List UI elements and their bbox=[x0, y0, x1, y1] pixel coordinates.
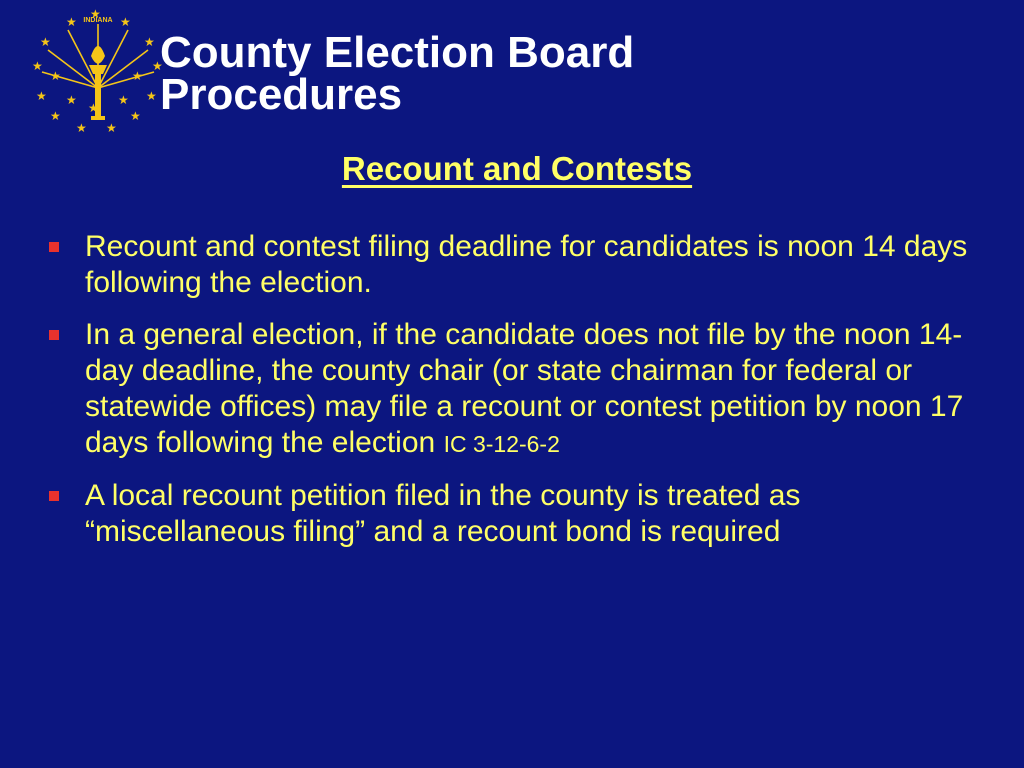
bullet-text: In a general election, if the candidate does not file by the noon 14-day deadline, the county chair (or state chairman for federal or statewide offices) may file a recount or contest petition by noon 17 days following the election bbox=[85, 318, 964, 459]
svg-text:★: ★ bbox=[40, 35, 51, 49]
svg-text:★: ★ bbox=[90, 8, 101, 21]
bullet-text: A local recount petition filed in the county is treated as “miscellaneous filing” and a recount bond is required bbox=[85, 479, 801, 548]
square-bullet-icon bbox=[49, 330, 59, 340]
svg-text:★: ★ bbox=[32, 59, 43, 73]
bullet-item bbox=[45, 317, 975, 462]
bullet-item bbox=[45, 229, 975, 301]
section-heading: Recount and Contests bbox=[341, 150, 693, 187]
slide-title-line-2: Procedures bbox=[160, 70, 403, 119]
svg-text:★: ★ bbox=[106, 121, 117, 135]
svg-text:★: ★ bbox=[120, 15, 131, 29]
indiana-flag-logo bbox=[28, 8, 168, 138]
slide-title-line-1: County Election Board bbox=[160, 28, 635, 77]
square-bullet-icon bbox=[49, 491, 59, 501]
svg-text:★: ★ bbox=[152, 59, 163, 73]
svg-text:★: ★ bbox=[130, 109, 141, 123]
slide-title bbox=[160, 28, 635, 119]
svg-text:★: ★ bbox=[76, 121, 87, 135]
svg-text:★: ★ bbox=[146, 89, 157, 103]
svg-text:★: ★ bbox=[66, 15, 77, 29]
square-bullet-icon bbox=[49, 242, 59, 252]
statute-citation: IC 3-12-6-2 bbox=[443, 431, 560, 457]
svg-text:★: ★ bbox=[50, 109, 61, 123]
logo-text: INDIANA bbox=[83, 17, 113, 24]
svg-text:★: ★ bbox=[66, 93, 77, 107]
svg-text:★: ★ bbox=[118, 93, 129, 107]
svg-text:★: ★ bbox=[88, 101, 99, 115]
svg-text:★: ★ bbox=[50, 69, 61, 83]
bullet-text: Recount and contest filing deadline for candidates is noon 14 days following the election. bbox=[85, 230, 968, 299]
bullet-item bbox=[45, 478, 975, 550]
svg-text:★: ★ bbox=[36, 89, 47, 103]
svg-text:★: ★ bbox=[144, 35, 155, 49]
bullet-list bbox=[45, 229, 975, 566]
svg-text:★: ★ bbox=[132, 69, 143, 83]
